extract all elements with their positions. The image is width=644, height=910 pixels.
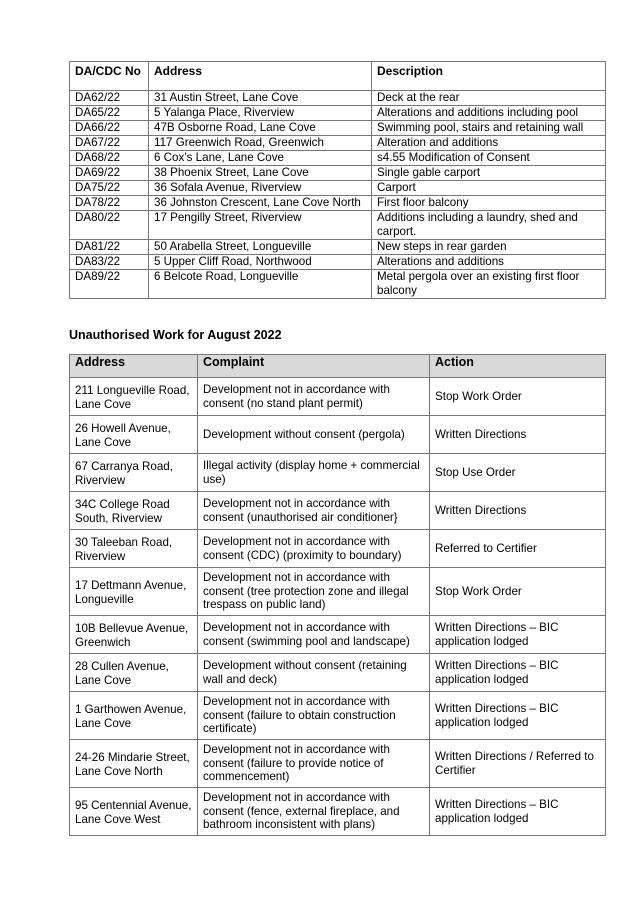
action-cell: Written Directions – BIC application lodged: [430, 616, 606, 654]
address-cell: 17 Dettmann Avenue, Longueville: [70, 568, 198, 616]
address-cell: 117 Greenwich Road, Greenwich: [149, 136, 372, 151]
complaint-cell: Development not in accordance with consent (CDC) (proximity to boundary): [198, 530, 430, 568]
header-address: Address: [149, 62, 372, 91]
table-row: [70, 255, 606, 270]
table-row: [70, 136, 606, 151]
header-address: Address: [70, 355, 198, 378]
address-cell: 31 Austin Street, Lane Cove: [149, 91, 372, 106]
address-cell: 10B Bellevue Avenue, Greenwich: [70, 616, 198, 654]
table-row: [70, 181, 606, 196]
complaint-cell: Development not in accordance with consent (no stand plant permit): [198, 378, 430, 416]
address-cell: 17 Pengilly Street, Riverview: [149, 211, 372, 240]
description-cell: Alterations and additions including pool: [372, 106, 606, 121]
table-row: [70, 454, 606, 492]
action-cell: Written Directions: [430, 492, 606, 530]
address-cell: 28 Cullen Avenue, Lane Cove: [70, 654, 198, 692]
address-cell: 1 Garthowen Avenue, Lane Cove: [70, 692, 198, 740]
action-cell: Stop Work Order: [430, 568, 606, 616]
table-row: [70, 692, 606, 740]
description-cell: Single gable carport: [372, 166, 606, 181]
table-row: [70, 91, 606, 106]
address-cell: 5 Upper Cliff Road, Northwood: [149, 255, 372, 270]
address-cell: 211 Longueville Road, Lane Cove: [70, 378, 198, 416]
table-row: [70, 788, 606, 836]
complaint-cell: Development not in accordance with consent (tree protection zone and illegal trespass on public land): [198, 568, 430, 616]
da-number-cell: DA80/22: [70, 211, 149, 240]
complaint-cell: Development without consent (retaining wall and deck): [198, 654, 430, 692]
complaint-cell: Development without consent (pergola): [198, 416, 430, 454]
address-cell: 30 Taleeban Road, Riverview: [70, 530, 198, 568]
table-header-row: [70, 62, 606, 91]
da-number-cell: DA68/22: [70, 151, 149, 166]
table-row: [70, 492, 606, 530]
complaint-cell: Development not in accordance with consent (unauthorised air conditioner}: [198, 492, 430, 530]
complaint-cell: Development not in accordance with consent (failure to obtain construction certificate): [198, 692, 430, 740]
da-number-cell: DA65/22: [70, 106, 149, 121]
section-heading: Unauthorised Work for August 2022: [69, 328, 282, 342]
action-cell: Stop Work Order: [430, 378, 606, 416]
action-cell: Stop Use Order: [430, 454, 606, 492]
description-cell: Swimming pool, stairs and retaining wall: [372, 121, 606, 136]
table-row: [70, 121, 606, 136]
address-cell: 26 Howell Avenue, Lane Cove: [70, 416, 198, 454]
da-number-cell: DA75/22: [70, 181, 149, 196]
address-cell: 36 Johnston Crescent, Lane Cove North: [149, 196, 372, 211]
address-cell: 6 Belcote Road, Longueville: [149, 270, 372, 299]
table-row: [70, 106, 606, 121]
table-row: [70, 196, 606, 211]
da-number-cell: DA69/22: [70, 166, 149, 181]
description-cell: Metal pergola over an existing first floor balcony: [372, 270, 606, 299]
unauthorised-work-table: [69, 354, 606, 836]
action-cell: Referred to Certifier: [430, 530, 606, 568]
action-cell: Written Directions – BIC application lodged: [430, 692, 606, 740]
da-number-cell: DA78/22: [70, 196, 149, 211]
complaint-cell: Development not in accordance with consent (fence, external fireplace, and bathroom inconsistent with plans): [198, 788, 430, 836]
description-cell: Deck at the rear: [372, 91, 606, 106]
description-cell: Carport: [372, 181, 606, 196]
address-cell: 50 Arabella Street, Longueville: [149, 240, 372, 255]
da-number-cell: DA89/22: [70, 270, 149, 299]
table-row: [70, 378, 606, 416]
header-complaint: Complaint: [198, 355, 430, 378]
address-cell: 6 Cox’s Lane, Lane Cove: [149, 151, 372, 166]
table-row: [70, 270, 606, 299]
table-row: [70, 211, 606, 240]
table-row: [70, 416, 606, 454]
da-number-cell: DA66/22: [70, 121, 149, 136]
table-row: [70, 616, 606, 654]
table-row: [70, 740, 606, 788]
table-row: [70, 240, 606, 255]
action-cell: Written Directions: [430, 416, 606, 454]
address-cell: 5 Yalanga Place, Riverview: [149, 106, 372, 121]
complaint-cell: Development not in accordance with consent (swimming pool and landscape): [198, 616, 430, 654]
address-cell: 36 Sofala Avenue, Riverview: [149, 181, 372, 196]
table-header-row: [70, 355, 606, 378]
address-cell: 47B Osborne Road, Lane Cove: [149, 121, 372, 136]
complaint-cell: Development not in accordance with consent (failure to provide notice of commencement): [198, 740, 430, 788]
table-row: [70, 568, 606, 616]
action-cell: Written Directions – BIC application lodged: [430, 788, 606, 836]
da-number-cell: DA62/22: [70, 91, 149, 106]
address-cell: 95 Centennial Avenue, Lane Cove West: [70, 788, 198, 836]
da-number-cell: DA83/22: [70, 255, 149, 270]
header-action: Action: [430, 355, 606, 378]
table-row: [70, 654, 606, 692]
address-cell: 34C College Road South, Riverview: [70, 492, 198, 530]
address-cell: 24-26 Mindarie Street, Lane Cove North: [70, 740, 198, 788]
description-cell: First floor balcony: [372, 196, 606, 211]
table-row: [70, 166, 606, 181]
address-cell: 38 Phoenix Street, Lane Cove: [149, 166, 372, 181]
da-cdc-table: [69, 61, 606, 299]
description-cell: Alterations and additions: [372, 255, 606, 270]
description-cell: Alteration and additions: [372, 136, 606, 151]
da-number-cell: DA81/22: [70, 240, 149, 255]
description-cell: Additions including a laundry, shed and carport.: [372, 211, 606, 240]
description-cell: s4.55 Modification of Consent: [372, 151, 606, 166]
description-cell: New steps in rear garden: [372, 240, 606, 255]
complaint-cell: Illegal activity (display home + commercial use): [198, 454, 430, 492]
table-row: [70, 530, 606, 568]
header-description: Description: [372, 62, 606, 91]
action-cell: Written Directions / Referred to Certifier: [430, 740, 606, 788]
table-row: [70, 151, 606, 166]
da-number-cell: DA67/22: [70, 136, 149, 151]
address-cell: 67 Carranya Road, Riverview: [70, 454, 198, 492]
action-cell: Written Directions – BIC application lodged: [430, 654, 606, 692]
header-da-cdc-no: DA/CDC No: [70, 62, 149, 91]
